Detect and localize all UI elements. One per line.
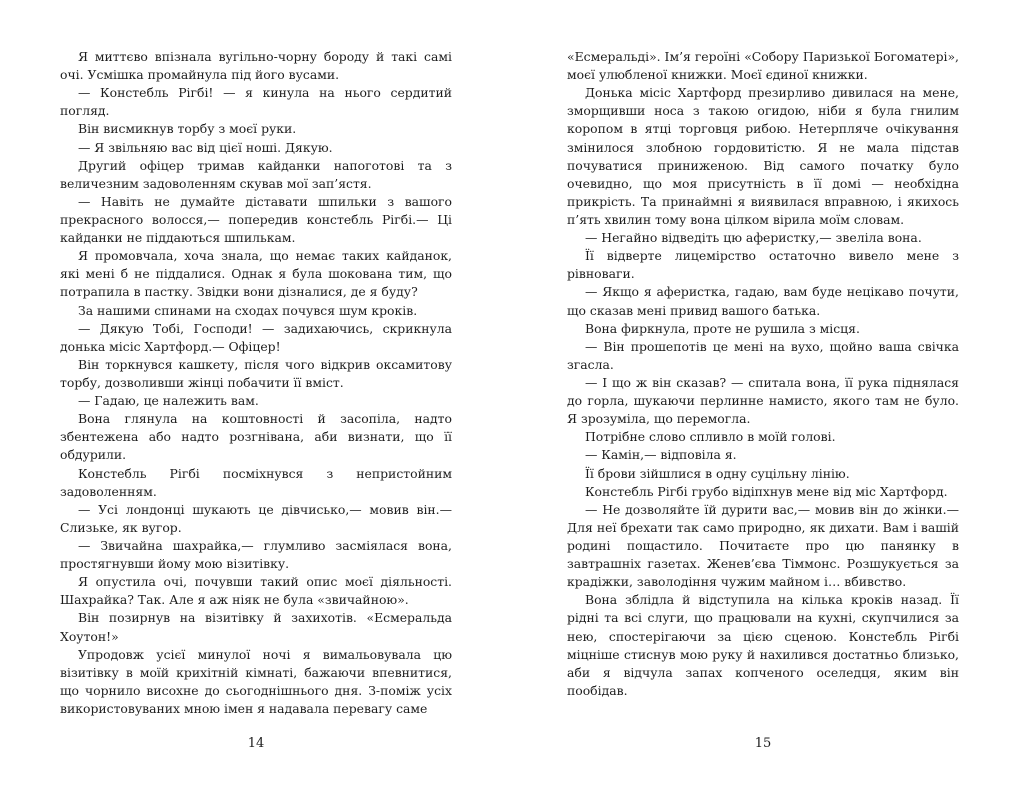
right-page-number: 15 — [754, 736, 772, 751]
paragraph: Вона фиркнула, проте не рушила з місця. — [584, 320, 860, 336]
paragraph: Донька місіс Хартфорд презирливо дивилася на мене, зморщивши носа з такою огидою, ніби я була гнилим коропом в ятці торговця рибою. Нетерпляче очікування змінилося злобною гордовитістю. Я не мала підстав почуватися приниженою. Від самого початку було очевидно, що моя присутність в її домі — необхідна прикрість. Та принаймні я виявилася вправною, і якихось п’ять хвилин тому вона цілком вірила моїм словам. — [567, 85, 959, 227]
paragraph: Він висмикнув торбу з моєї руки. — [77, 121, 297, 137]
paragraph: — Навіть не думайте діставати шпильки з вашого прекрасного волосся,— попередив констебль Рігбі.— Ці кайданки не піддаються шпилькам. — [60, 193, 452, 246]
paragraph: Він позирнув на візитівку й захихотів. «Есмеральда Хоутон!» — [60, 610, 452, 644]
paragraph: Констебль Рігбі посміхнувся з непристойним задоволенням. — [60, 465, 452, 499]
paragraph: Я промовчала, хоча знала, що немає таких кайданок, які мені б не піддалися. Однак я була шокована тим, що потрапила в пастку. Звідки вони дізналися, де я буду? — [60, 248, 452, 300]
paragraph: — Не дозволяйте їй дурити вас,— мовив він до жінки.— Для неї брехати так само природно, як дихати. Вам і вашій родині пощастило. Почитаєте про цю панянку в завтрашніх газетах. Женев’єва Тіммонс. Розшукується за крадіжки, заволодіння чужим майном і… вбивство. — [567, 501, 959, 590]
paragraph: Упродовж усієї минулої ночі я вимальовувала цю візитівку в моїй крихітній кімнаті, бажаючи впевнитися, що чорнило висохне до сьогоднішнього дня. З-поміж усіх використовуваних мною імен я надавала перевагу саме — [60, 646, 452, 716]
paragraph: — Якщо я аферистка, гадаю, вам буде нецікаво почути, що сказав мені привид вашого батька. — [567, 284, 959, 318]
paragraph: «Есмеральді». Ім’я героїні «Собору Паризької Богоматері», моєї улюбленої книжки. Моєї єдиної книжки. — [567, 49, 959, 83]
right-page — [567, 48, 959, 700]
paragraph: Констебль Рігбі грубо відіпхнув мене від міс Хартфорд. — [584, 483, 948, 499]
right-page-text — [567, 48, 959, 700]
paragraph: За нашими спинами на сходах почувся шум кроків. — [77, 302, 418, 318]
left-page-text — [60, 48, 452, 718]
paragraph: — Звичайна шахрайка,— глумливо засміялася вона, простягнувши йому мою візитівку. — [60, 537, 452, 572]
paragraph: — Він прошепотів це мені на вухо, щойно ваша свічка згасла. — [567, 338, 959, 372]
paragraph: — Я звільняю вас від цієї ноші. Дякую. — [77, 139, 333, 155]
paragraph: — І що ж він сказав? — спитала вона, її рука піднялася до горла, шукаючи перлинне намисто, якого там не було. Я зрозуміла, що перемогла. — [567, 374, 959, 427]
paragraph: Вона зблідла й відступила на кілька кроків назад. Її рідні та всі слуги, що працювали на кухні, скупчилися за нею, спостерігаючи за цією сценою. Констебль Рігбі міцніше стиснув мою руку й нахилився достатньо близько, аби я відчула запах копченого оселедця, яким він пообідав. — [567, 592, 959, 698]
paragraph: — Дякую Тобі, Господи! — задихаючись, скрикнула донька місіс Хартфорд.— Офіцер! — [60, 320, 452, 354]
paragraph: Він торкнувся кашкету, після чого відкрив оксамитову торбу, дозволивши жінці побачити її вміст. — [60, 356, 452, 390]
left-page — [60, 48, 452, 718]
paragraph: — Констебль Рігбі! — я кинула на нього сердитий погляд. — [60, 85, 452, 119]
paragraph: — Усі лондонці шукають це дівчисько,— мовив він.— Слизьке, як вугор. — [60, 501, 452, 535]
paragraph: Її брови зійшлися в одну суцільну лінію. — [584, 465, 850, 481]
paragraph: — Гадаю, це належить вам. — [77, 393, 259, 409]
paragraph: Її відверте лицемірство остаточно вивело мене з рівноваги. — [567, 248, 959, 282]
paragraph: Я опустила очі, почувши такий опис моєї діяльності. Шахрайка? Так. Але я аж ніяк не була «звичайною». — [60, 574, 452, 608]
paragraph: Я миттєво впізнала вугільно-чорну бороду й такі самі очі. Усмішка промайнула під його вусами. — [60, 49, 452, 83]
paragraph: Другий офіцер тримав кайданки напоготові та з величезним задоволенням скував мої зап’ястя. — [60, 157, 452, 191]
left-page-number: 14 — [247, 736, 265, 751]
paragraph: — Негайно відведіть цю аферистку,— звеліла вона. — [584, 230, 922, 246]
paragraph: Потрібне слово спливло в моїй голові. — [584, 429, 836, 445]
paragraph: — Камін,— відповіла я. — [584, 447, 737, 463]
paragraph: Вона глянула на коштовності й засопіла, надто збентежена або надто розгнівана, аби визнати, що її обдурили. — [60, 411, 452, 463]
